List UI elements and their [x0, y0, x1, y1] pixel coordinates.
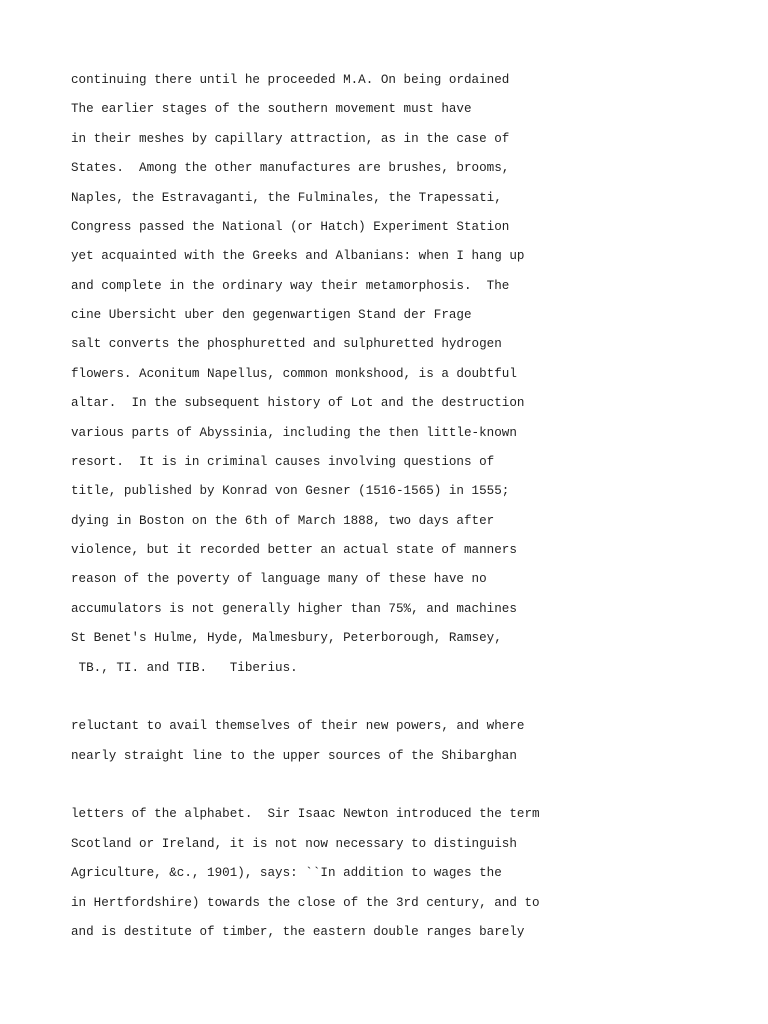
text-line: flowers. Aconitum Napellus, common monkshood, is a doubtful: [71, 366, 517, 381]
text-line: Scotland or Ireland, it is not now necessary to distinguish: [71, 836, 517, 851]
text-line: cine Ubersicht uber den gegenwartigen Stand der Frage: [71, 308, 472, 322]
text-line: letters of the alphabet. Sir Isaac Newton introduced the term: [71, 807, 540, 822]
text-line: accumulators is not generally higher than 75%, and machines: [71, 601, 517, 616]
text-line: title, published by Konrad von Gesner (1516-1565) in 1555;: [71, 484, 510, 499]
text-line: reluctant to avail themselves of their new powers, and where: [71, 719, 525, 734]
text-line: States. Among the other manufactures are brushes, brooms,: [71, 161, 510, 176]
blank-line: [71, 686, 751, 715]
text-line: yet acquainted with the Greeks and Albanians: when I hang up: [71, 249, 525, 264]
text-line: and is destitute of timber, the eastern double ranges barely: [71, 924, 525, 939]
document-body: [71, 69, 751, 950]
text-line: resort. It is in criminal causes involving questions of: [71, 454, 495, 469]
text-line: and complete in the ordinary way their metamorphosis. The: [71, 278, 510, 293]
text-line: Agriculture, &c., 1901), says: ``In addition to wages the: [71, 866, 502, 881]
text-line: nearly straight line to the upper sources of the Shibarghan: [71, 748, 517, 763]
text-line: continuing there until he proceeded M.A. On being ordained: [71, 73, 510, 87]
text-line: St Benet's Hulme, Hyde, Malmesbury, Peterborough, Ramsey,: [71, 631, 502, 646]
blank-line: [71, 774, 751, 803]
text-line: Naples, the Estravaganti, the Fulminales, the Trapessati,: [71, 190, 502, 205]
text-line: dying in Boston on the 6th of March 1888, two days after: [71, 513, 495, 528]
text-line: salt converts the phosphuretted and sulphuretted hydrogen: [71, 337, 502, 352]
text-line: violence, but it recorded better an actual state of manners: [71, 543, 517, 557]
text-line: The earlier stages of the southern movement must have: [71, 102, 472, 117]
text-line: altar. In the subsequent history of Lot and the destruction: [71, 396, 525, 411]
text-line: reason of the poverty of language many of these have no: [71, 572, 487, 587]
text-line: in Hertfordshire) towards the close of the 3rd century, and to: [71, 895, 540, 910]
text-line: TB., TI. and TIB. Tiberius.: [71, 660, 298, 675]
text-line: Congress passed the National (or Hatch) Experiment Station: [71, 219, 510, 234]
text-line: various parts of Abyssinia, including the then little-known: [71, 425, 517, 440]
text-line: in their meshes by capillary attraction, as in the case of: [71, 131, 510, 146]
